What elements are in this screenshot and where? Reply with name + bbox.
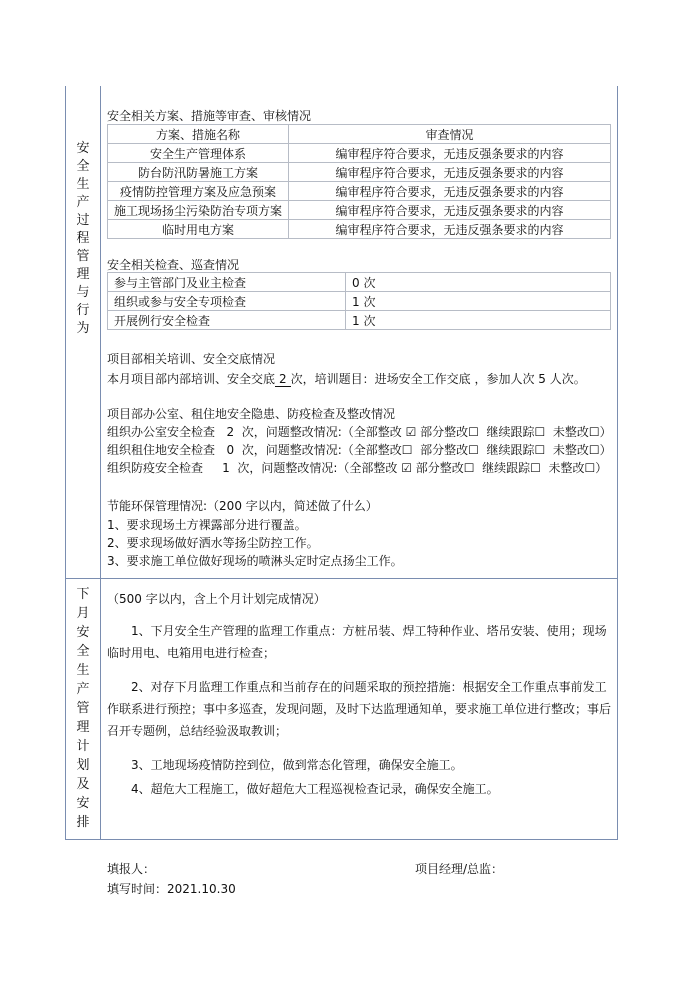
inspection-count: 1 次 [346, 311, 611, 330]
side-label-char: 为 [76, 321, 90, 336]
side-label-char: 安 [76, 796, 90, 811]
environment-item: 2、要求现场做好洒水等扬尘防控工作。 [107, 536, 319, 550]
training-suffix: 次，培训题目：进场安全工作交底 ，参加人次 5 人次。 [290, 372, 586, 386]
side-label-next-month-plan [66, 585, 100, 832]
review-item-name: 防台防汛防暑施工方案 [108, 163, 289, 182]
hazard-residence-line: 组织租住地安全检查 0 次，问题整改情况:（全部整改☐ 部分整改☐ 继续跟踪☐ 未整改☐） [107, 443, 612, 457]
side-label-char: 与 [76, 285, 90, 300]
review-item-status: 编审程序符合要求，无违反强条要求的内容 [289, 220, 611, 239]
inspection-count: 0 次 [346, 273, 611, 292]
plan-item: 3、工地现场疫情防控到位，做到常态化管理，确保安全施工。 [131, 758, 463, 772]
side-label-char: 产 [76, 682, 90, 697]
inspection-title: 安全相关检查、巡查情况 [107, 258, 240, 272]
inspection-type: 组织或参与安全专项检查 [108, 292, 346, 311]
inspection-table [107, 272, 611, 330]
review-title: 安全相关方案、措施等审查、审核情况 [107, 109, 312, 123]
environment-item: 3、要求施工单位做好现场的喷淋头定时定点扬尘工作。 [107, 554, 403, 568]
side-label-char: 生 [76, 663, 90, 678]
review-header-status: 审查情况 [289, 125, 611, 144]
review-item-name: 疫情防控管理方案及应急预案 [108, 182, 289, 201]
review-item-status: 编审程序符合要求，无违反强条要求的内容 [289, 182, 611, 201]
side-label-safety-process [66, 140, 100, 338]
review-item-status: 编审程序符合要求，无违反强条要求的内容 [289, 201, 611, 220]
side-label-char: 管 [76, 249, 90, 264]
side-label-char: 月 [76, 606, 90, 621]
review-item-name: 安全生产管理体系 [108, 144, 289, 163]
environment-item: 1、要求现场土方裸露部分进行覆盖。 [107, 518, 307, 532]
side-label-char: 及 [76, 777, 90, 792]
side-label-char: 划 [76, 758, 90, 773]
plan-item: 1、下月安全生产管理的监理工作重点：方桩吊装、焊工特种作业、塔吊安装、使用；现场临时用电、电箱用电进行检查； [107, 624, 607, 660]
label-column-divider [100, 86, 101, 840]
side-label-char: 生 [76, 177, 90, 192]
plan-item: 2、对存下月监理工作重点和当前存在的问题采取的预控措施：根据安全工作重点事前发工作联系进行预控；事中多巡查，发现问题，及时下达监理通知单，要求施工单位进行整改；事后召开专题例，总结经验汲取教训； [107, 680, 612, 738]
side-label-char: 计 [76, 739, 90, 754]
inspection-count: 1 次 [346, 292, 611, 311]
side-label-char: 排 [76, 815, 90, 830]
table-row [108, 292, 611, 311]
side-label-char: 全 [76, 644, 90, 659]
table-row [108, 273, 611, 292]
plan-note: （500 字以内，含上个月计划完成情况） [107, 592, 326, 606]
review-item-name: 临时用电方案 [108, 220, 289, 239]
training-line [107, 370, 586, 387]
hazard-title: 项目部办公室、租住地安全隐患、防疫检查及整改情况 [107, 407, 396, 421]
section-divider [65, 578, 618, 579]
training-title: 项目部相关培训、安全交底情况 [107, 352, 276, 366]
fill-date: 填写时间：2021.10.30 [107, 882, 236, 896]
side-label-char: 管 [76, 701, 90, 716]
training-count: 2 [275, 372, 291, 387]
table-row [108, 144, 611, 163]
filler-label: 填报人： [107, 862, 156, 876]
side-label-char: 产 [76, 195, 90, 210]
side-label-char: 过 [76, 213, 90, 228]
side-label-char: 理 [76, 267, 90, 282]
side-label-char: 行 [76, 303, 90, 318]
side-label-char: 下 [76, 587, 90, 602]
plan-item: 4、超危大工程施工，做好超危大工程巡视检查记录，确保安全施工。 [131, 782, 499, 796]
plan-body [107, 620, 613, 800]
hazard-office-line: 组织办公室安全检查 2 次，问题整改情况:（全部整改 ☑ 部分整改☐ 继续跟踪☐ 未整改☐） [107, 425, 612, 439]
review-header-row [108, 125, 611, 144]
table-row [108, 311, 611, 330]
table-row [108, 182, 611, 201]
table-row [108, 163, 611, 182]
inspection-type: 参与主管部门及业主检查 [108, 273, 346, 292]
hazard-epidemic-line: 组织防疫安全检查 1 次，问题整改情况:（全部整改 ☑ 部分整改☐ 继续跟踪☐ 未整改☐） [107, 461, 608, 475]
environment-title: 节能环保管理情况:（200 字以内，简述做了什么） [107, 499, 378, 513]
side-label-char: 安 [76, 625, 90, 640]
side-label-char: 全 [76, 159, 90, 174]
table-row [108, 220, 611, 239]
review-item-status: 编审程序符合要求，无违反强条要求的内容 [289, 144, 611, 163]
side-label-char: 安 [76, 141, 90, 156]
inspection-type: 开展例行安全检查 [108, 311, 346, 330]
side-label-char: 程 [76, 231, 90, 246]
review-header-name: 方案、措施名称 [108, 125, 289, 144]
table-row [108, 201, 611, 220]
manager-label: 项目经理/总监： [415, 862, 504, 876]
side-label-char: 理 [76, 720, 90, 735]
review-item-name: 施工现场扬尘污染防治专项方案 [108, 201, 289, 220]
review-table [107, 124, 611, 239]
training-prefix: 本月项目部内部培训、安全交底 [107, 372, 276, 386]
review-item-status: 编审程序符合要求，无违反强条要求的内容 [289, 163, 611, 182]
